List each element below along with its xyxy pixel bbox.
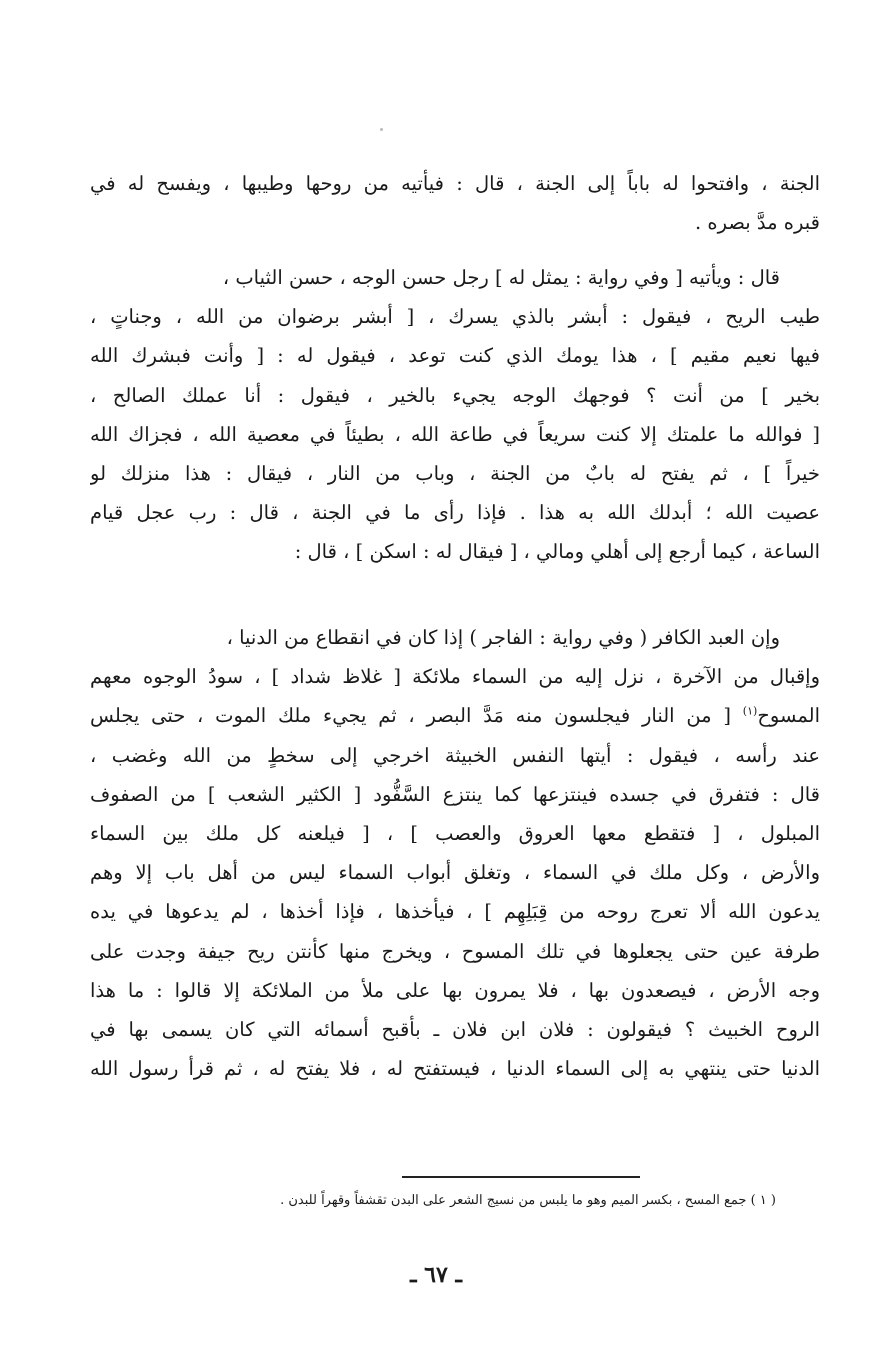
text-line: بخير ] من أنت ؟ فوجهك الوجه يجيء بالخير ، فيقول : أنا عملك الصالح ، bbox=[90, 383, 820, 407]
text-line: خيراً ] ، ثم يفتح له بابٌ من الجنة ، وباب من النار ، فيقال : هذا منزلك لو bbox=[90, 461, 820, 485]
footnote-marker[interactable]: (١) bbox=[742, 704, 758, 718]
text-line: الساعة ، كيما أرجع إلى أهلي ومالي ، [ فيقال له : اسكن ] ، قال : bbox=[294, 540, 820, 564]
text-line: الروح الخبيث ؟ فيقولون : فلان ابن فلان ـ بأقبح أسمائه التي كان يسمى بها في bbox=[90, 1017, 820, 1041]
text-line: عند رأسه ، فيقول : أيتها النفس الخبيثة اخرجي إلى سخطٍ من الله وغضب ، bbox=[90, 743, 820, 767]
text-line: وإن العبد الكافر ( وفي رواية : الفاجر ) إذا كان في انقطاع من الدنيا ، bbox=[226, 626, 780, 649]
text-line: فيها نعيم مقيم ] ، هذا يومك الذي كنت توعد ، فيقول له : [ وأنت فبشرك الله bbox=[90, 344, 820, 368]
text-line: وإقبال من الآخرة ، نزل إليه من السماء ملائكة [ غلاظ شداد ] ، سودُ الوجوه معهم bbox=[90, 665, 820, 689]
text-line: يدعون الله ألا تعرج روحه من قِبَلِهِم ] ، فيأخذها ، فإذا أخذها ، لم يدعوها في يده bbox=[90, 900, 820, 924]
text-line: المبلول ، [ فتقطع معها العروق والعصب ] ، [ فيلعنه كل ملك بين السماء bbox=[90, 821, 820, 845]
text-line-with-footnote bbox=[90, 696, 820, 735]
text-line-rest: [ من النار فيجلسون منه مَدَّ البصر ، ثم يجيء ملك الموت ، حتى يجلس bbox=[90, 704, 732, 728]
paragraph-1 bbox=[90, 164, 820, 242]
text-line: والأرض ، وكل ملك في السماء ، وتغلق أبواب السماء ليس من أهل باب إلا وهم bbox=[90, 861, 820, 885]
footnote-anchor-word: المسوح bbox=[757, 704, 820, 728]
footnote: ( ١ ) جمع المسح ، بكسر الميم وهو ما يلبس من نسيج الشعر على البدن تقشفاً وقهراً للبدن . bbox=[280, 1193, 776, 1208]
text-line: الدنيا حتى ينتهي به إلى السماء الدنيا ، فيستفتح له ، فلا يفتح له ، ثم قرأ رسول الله bbox=[90, 1057, 820, 1081]
page-number: ـ ٦٧ ـ bbox=[410, 1262, 462, 1288]
text-line: وجه الأرض ، فيصعدون بها ، فلا يمرون بها على ملأ من الملائكة إلا قالوا : ما هذا bbox=[90, 978, 820, 1002]
text-line: الجنة ، وافتحوا له باباً إلى الجنة ، قال : فيأتيه من روحها وطيبها ، ويفسح له في bbox=[90, 172, 820, 195]
text-line: عصيت الله ؛ أبدلك الله به هذا . فإذا رأى ما في الجنة ، قال : رب عجل قيام bbox=[90, 501, 820, 525]
paragraph-2 bbox=[90, 258, 820, 572]
text-line: قال : ويأتيه [ وفي رواية : يمثل له ] رجل حسن الوجه ، حسن الثياب ، bbox=[222, 266, 780, 289]
text-line: طرفة عين حتى يجعلوها في تلك المسوح ، ويخرج منها كأنتن ريح جيفة وجدت على bbox=[90, 939, 820, 963]
paragraph-3 bbox=[90, 618, 820, 1088]
text-line: [ فوالله ما علمتك إلا كنت سريعاً في طاعة الله ، بطيئاً في معصية الله ، فجزاك الله bbox=[90, 422, 820, 446]
text-line: قال : فتفرق في جسده فينتزعها كما ينتزع السَّفُّود [ الكثير الشعب ] من الصفوف bbox=[90, 782, 820, 806]
scan-speck bbox=[380, 128, 383, 131]
footnote-separator bbox=[402, 1176, 640, 1178]
text-line: طيب الريح ، فيقول : أبشر بالذي يسرك ، [ أبشر برضوان من الله ، وجناتٍ ، bbox=[90, 305, 820, 329]
text-line: قبره مدَّ بصره . bbox=[695, 211, 820, 235]
